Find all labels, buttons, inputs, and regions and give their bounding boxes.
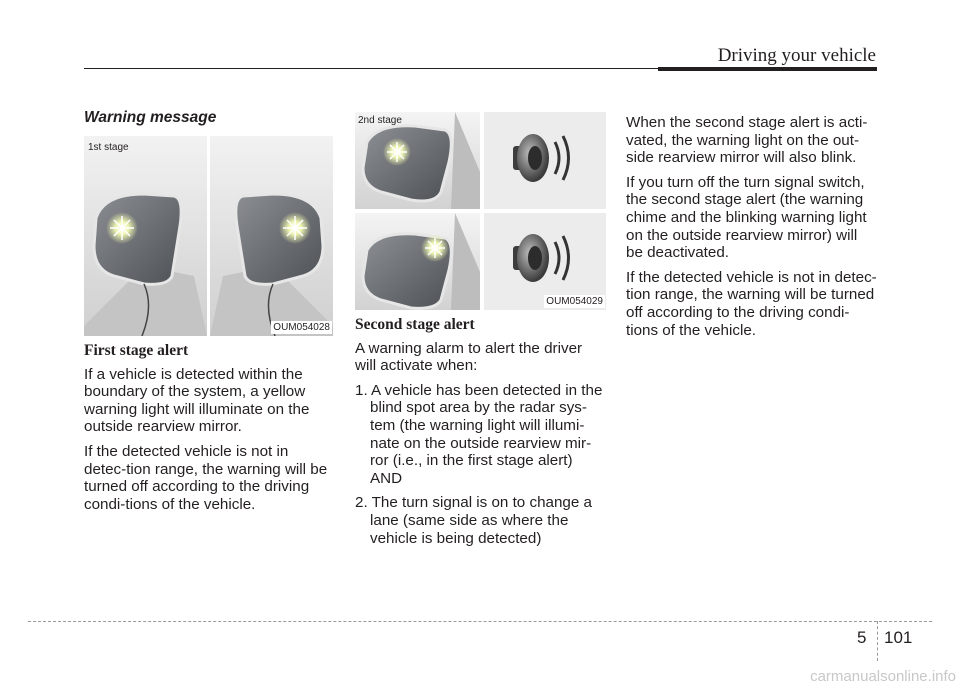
header-rule-accent	[658, 67, 877, 71]
column-right	[626, 114, 878, 346]
right-para-3: If the detected vehicle is not in detec-tion range, the warning will be turned off according to the driving condi-tions of the vehicle.	[626, 268, 877, 339]
column-middle	[355, 316, 605, 554]
figure-second-stage-code: OUM054029	[546, 296, 603, 307]
column-left-body	[84, 342, 334, 520]
condition-item-2: 2. The turn signal is on to change a lane (same side as where the vehicle is being detected)	[355, 494, 592, 547]
second-stage-heading: Second stage alert	[355, 316, 475, 333]
figure-first-stage-illustration	[84, 136, 333, 336]
second-stage-intro: A warning alarm to alert the driver will activate when:	[355, 339, 583, 375]
first-stage-para-1: If a vehicle is detected within the boundary of the system, a yellow warning light will illuminate on the outside rearview mirror.	[84, 365, 310, 436]
first-stage-para-2: If the detected vehicle is not in detec-tion range, the warning will be turned off according to the driving condi-tions of the vehicle.	[84, 442, 328, 513]
figure-first-stage-code: OUM054028	[273, 322, 330, 333]
condition-item-1: 1. A vehicle has been detected in the blind spot area by the radar sys-tem (the warning light will illumi-nate on the outside rearview mir-ror (i.e., in the first stage alert) AND	[355, 381, 603, 487]
footer-divider	[877, 621, 878, 661]
page-number: 101	[884, 628, 913, 647]
footer-rule	[28, 621, 932, 622]
figure-first-stage	[84, 136, 333, 336]
figure-second-stage-label: 2nd stage	[358, 115, 402, 126]
warning-message-heading: Warning message	[84, 109, 217, 126]
watermark: carmanualsonline.info	[810, 668, 956, 685]
right-para-1: When the second stage alert is acti-vated, the warning light on the out-side rearview mirror will also blink.	[626, 114, 868, 167]
figure-second-stage-illustration	[355, 112, 606, 310]
right-para-2: If you turn off the turn signal switch, the second stage alert (the warning chime and the blinking warning light on the outside rearview mirror) will be deactivated.	[626, 173, 867, 262]
figure-second-stage	[355, 112, 606, 310]
figure-first-stage-label: 1st stage	[88, 142, 129, 153]
header-title: Driving your vehicle	[717, 45, 876, 66]
chapter-number: 5	[857, 628, 867, 647]
first-stage-heading: First stage alert	[84, 342, 189, 359]
